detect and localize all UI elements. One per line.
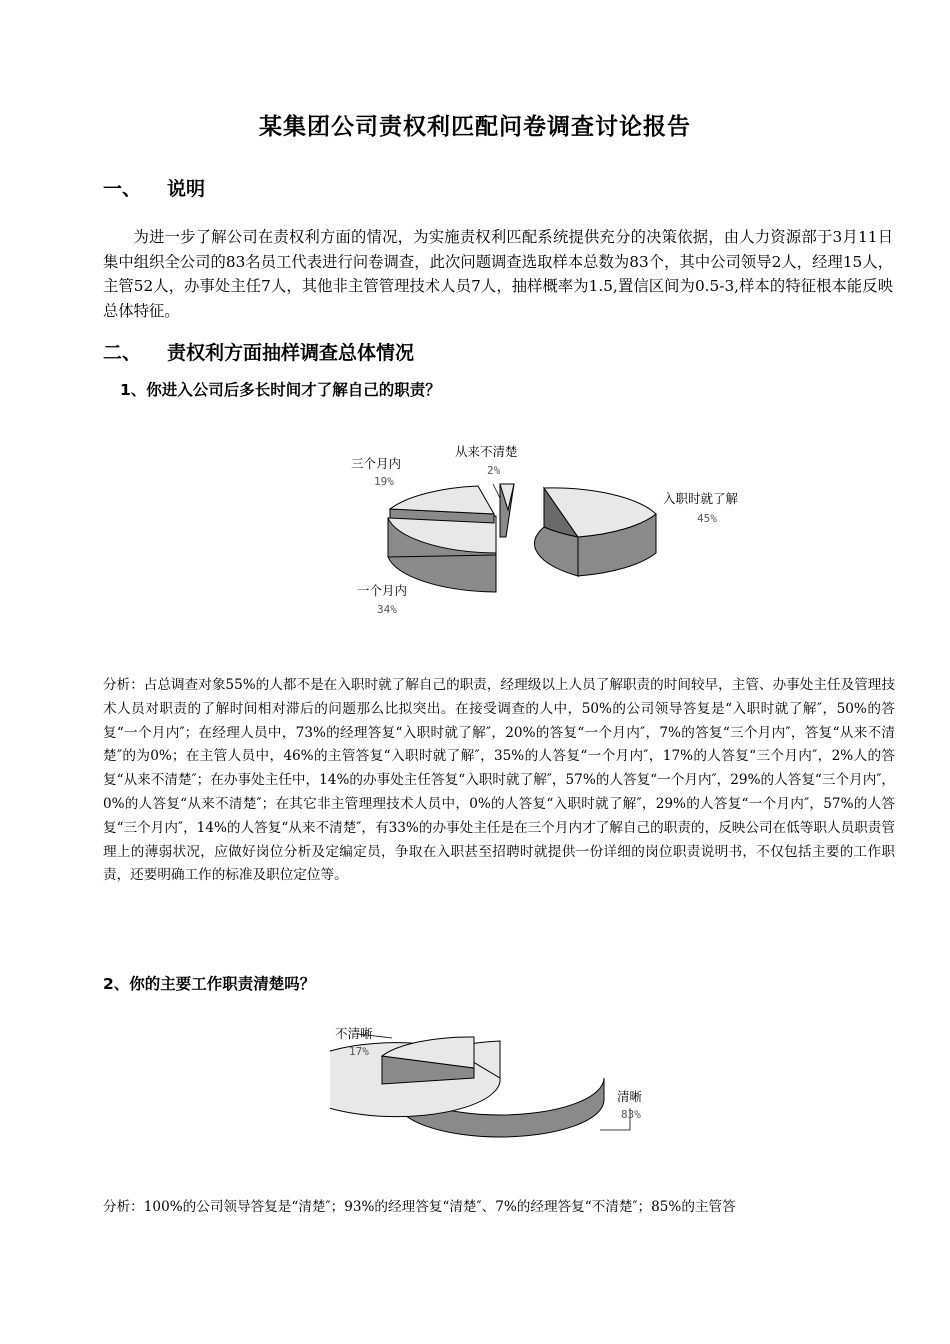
chart1-label-一个月内: 一个月内	[357, 583, 408, 598]
chart1-value-从来不清楚: 2%	[487, 464, 501, 477]
chart2-label-清晰: 清晰	[617, 1089, 643, 1104]
section-1-body	[103, 225, 893, 323]
section-2-heading	[103, 338, 414, 365]
question-1-heading: 1、你进入公司后多长时间才了解自己的职责？	[120, 381, 441, 399]
pie-slice-一个月内	[388, 516, 496, 592]
section-1-title: 说明	[167, 178, 206, 200]
question-2-heading: 2、你的主要工作职责清楚吗？	[103, 975, 316, 993]
chart2-value-不清晰: 17%	[349, 1045, 369, 1058]
chart2-value-清晰: 83%	[621, 1108, 641, 1121]
chart1-label-三个月内: 三个月内	[351, 456, 402, 471]
question-1-pie-chart	[330, 430, 770, 630]
question-2-pie-chart	[330, 1020, 660, 1140]
pie-slice-从来不清楚	[500, 484, 514, 537]
section-2-title: 责权利方面抽样调查总体情况	[167, 342, 415, 364]
chart1-value-三个月内: 19%	[374, 475, 394, 488]
section-1-heading	[103, 174, 205, 201]
section-1-number: 一、	[103, 178, 142, 200]
chart1-value-入职时就了解: 45%	[697, 512, 717, 525]
section-2-number: 二、	[103, 342, 142, 364]
question-2-analysis: 分析：100%的公司领导答复是“清楚″；93%的经理答复“清楚″、7%的经理答复“不清楚″；85%的主管答	[103, 1199, 736, 1215]
pie-slice-入职时就了解	[534, 488, 656, 576]
document-title: 某集团公司责权利匹配问卷调查讨论报告	[259, 114, 691, 140]
chart1-label-从来不清楚: 从来不清楚	[455, 444, 518, 459]
section-1-paragraph: 为进一步了解公司在责权利方面的情况，为实施责权利匹配系统提供充分的决策依据，由人力资源部于3月11日集中组织全公司的83名员工代表进行问卷调查，此次问题调查选取样本总数为83个，其中公司领导2人，经理15人，主管52人，办事处主任7人，其他非主管管理技术人员7人，抽样概率为1.5,置信区间为0.5-3,样本的特征根本能反映总体特征。	[103, 228, 893, 320]
chart2-label-不清晰: 不清晰	[335, 1026, 373, 1041]
question-1-analysis: 分析：占总调查对象55%的人都不是在入职时就了解自己的职责，经理级以上人员了解职责的时间较早，主管、办事处主任及管理技术人员对职责的了解时间相对滞后的问题那么比拟突出。在接受调查的人中，50%的公司领导答复是“入职时就了解″，50%的答复“一个月内″；在经理人员中，73%的经理答复“入职时就了解″，20%的答复“一个月内″，7%的答复“三个月内″，答复“从来不清楚″的为0%；在主管人员中，46%的主管答复“入职时就了解″，35%的人答复“一个月内″，17%的人答复“三个月内″，2%人的答复“从来不清楚″；在办事处主任中，14%的办事处主任答复“入职时就了解″，57%的人答复“一个月内″，29%的人答复“三个月内″，0%的人答复“从来不清楚″；在其它非主管理理技术人员中，0%的人答复“入职时就了解″，29%的人答复“一个月内″，57%的人答复“三个月内″，14%的人答复“从来不清楚″，有33%的办事处主任是在三个月内才了解自己的职责的，反映公司在低等职人员职责管理上的薄弱状况，应做好岗位分析及定编定员，争取在入职甚至招聘时就提供一份详细的岗位职责说明书，不仅包括主要的工作职责，还要明确工作的标准及职位定位等。	[103, 677, 895, 884]
chart1-value-一个月内: 34%	[377, 603, 397, 616]
pie-slice-三个月内	[390, 486, 494, 523]
chart1-label-入职时就了解: 入职时就了解	[663, 491, 739, 506]
